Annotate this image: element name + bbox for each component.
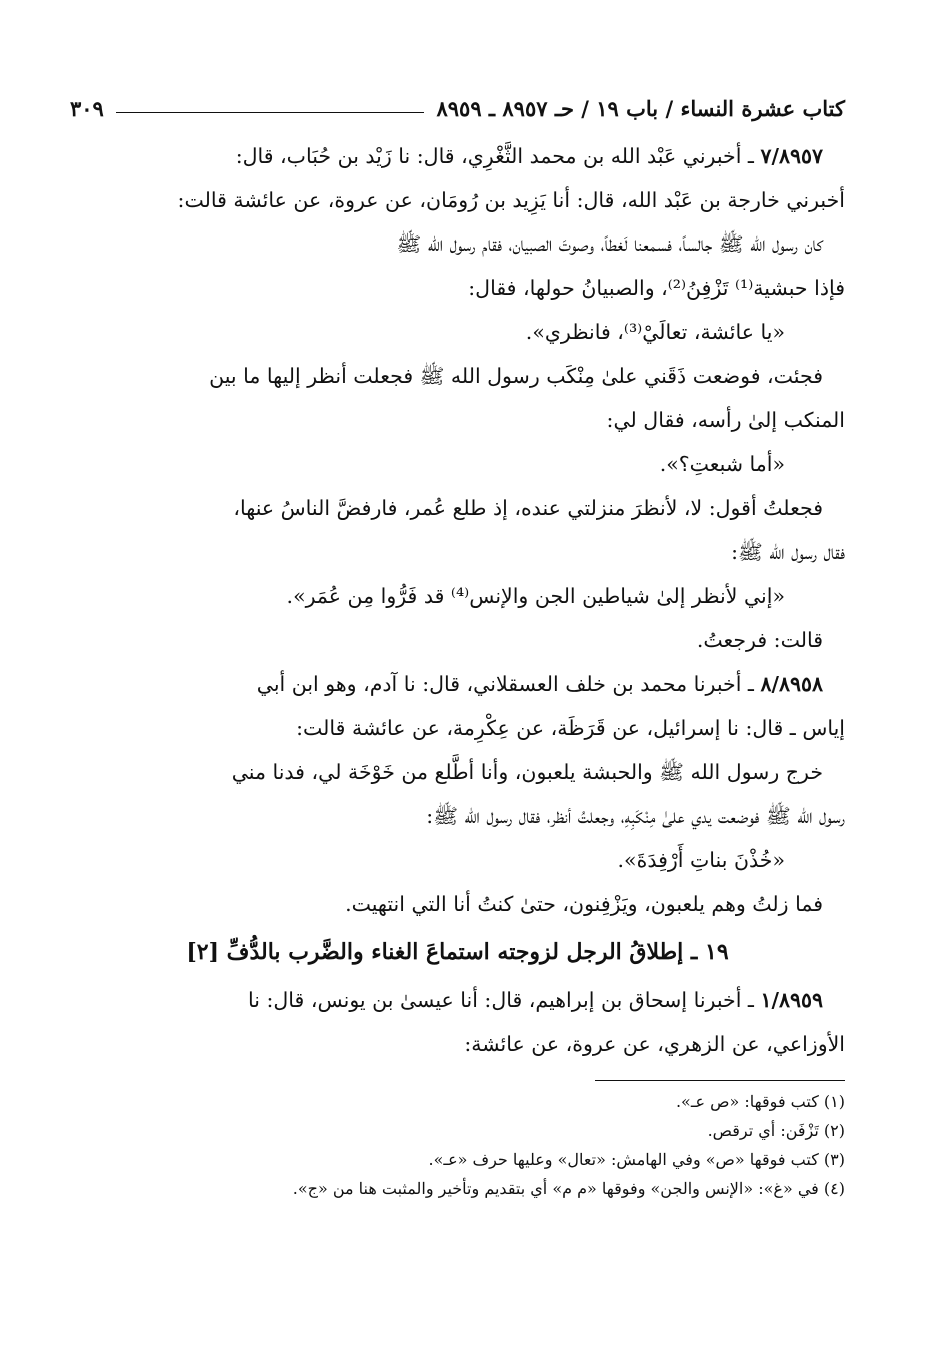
chapter-heading: ١٩ ـ إطلاقُ الرجل لزوجته استماعَ الغناء والضَّرب بالدُّفِّ [٢] (186, 939, 729, 965)
footnote: (٣) كتب فوقها «ص» وفي الهامش: «تعال» وعليها حرف «عـ». (428, 1150, 845, 1169)
matn-line: فما زلتُ وهم يلعبون، ويَزْفِنون، حتىٰ كنتُ أنا التي انتهيت. (345, 892, 823, 916)
isnad-text-2: أخبرني خارجة بن عَبْد الله، قال: أنا يَزِيد بن رُومَان، عن عروة، عن عائشة قالت: (177, 188, 845, 212)
running-title: كتاب عشرة النساء / باب ١٩ / حـ ٨٩٥٧ ـ ٨٩٥٩ (436, 95, 845, 121)
hadith-number: ١/٨٩٥٩ (760, 988, 823, 1012)
page-header (70, 90, 845, 126)
hadith-8958-chain (70, 662, 845, 706)
isnad-text-2: الأوزاعي، عن الزهري، عن عروة، عن عائشة: (464, 1032, 845, 1056)
hadith-number: ٨/٨٩٥٨ (760, 672, 823, 696)
isnad-text: ـ أخبرني عَبْد الله بن محمد الثَّغْرِي، قال: نا زَيْد بن حُبَاب، قال: (235, 144, 754, 168)
page-number: ٣٠٩ (70, 95, 104, 121)
matn-line: فقال رسول الله ﷺ: (731, 540, 845, 564)
isnad-text: ـ أخبرنا إسحاق بن إبراهيم، قال: أنا عيسىٰ بن يونس، قال: نا (248, 988, 754, 1012)
footnote: (١) كتب فوقها: «ص عـ». (675, 1092, 845, 1111)
matn-line: فجعلتُ أقول: لا، لأنظرَ منزلتي عنده، إذ طلع عُمر، فارفضَّ الناسُ عنها، (233, 496, 823, 520)
matn-line: المنكب إلىٰ رأسه، فقال لي: (606, 408, 845, 432)
footnotes (70, 1087, 845, 1203)
isnad-text: ـ أخبرنا محمد بن خلف العسقلاني، قال: نا آدم، وهو ابن أبي (256, 672, 754, 696)
matn-line: خرج رسول الله ﷺ والحبشة يلعبون، وأنا أطَّلع من خَوْخَة لي، فدنا مني (231, 760, 823, 784)
isnad-text-2: إياس ـ قال: نا إسرائيل، عن قَرَظَة، عن عِكْرِمة، عن عائشة قالت: (296, 716, 845, 740)
matn-line: كان رسول الله ﷺ جالساً، فسمعنا لَغطاً، وصوتَ الصبيان، فقام رسول الله ﷺ (396, 232, 823, 256)
prophet-quote: «أما شبعتِ؟». (659, 452, 785, 476)
book-page (70, 90, 845, 1203)
footnote-separator (595, 1080, 845, 1081)
matn-line: فجئت، فوضعت ذَقَني علىٰ مِنْكَب رسول الله ﷺ فجعلت أنظر إليها ما بين (209, 364, 823, 388)
prophet-quote: «إني لأنظر إلىٰ شياطين الجن والإنس⁽⁴⁾ قد فَرُّوا مِن عُمَر». (286, 584, 785, 608)
prophet-quote: «خُذْنَ بناتِ أَرْفِدَةَ». (617, 848, 785, 872)
matn-line: قالت: فرجعتُ. (696, 628, 823, 652)
footnote: (٢) تَزْفَن: أي ترقص. (707, 1121, 845, 1140)
hadith-8957-chain (70, 134, 845, 178)
page-body (70, 134, 845, 1066)
hadith-8959-chain (70, 978, 845, 1022)
matn-line: رسول الله ﷺ فوضعت يدي علىٰ مِنْكَبِهِ، وجعلتُ أنظر، فقال رسول الله ﷺ: (426, 804, 845, 828)
hadith-number: ٧/٨٩٥٧ (760, 144, 823, 168)
prophet-quote: «يا عائشة، تعالَيْ⁽³⁾، فانظري». (525, 320, 785, 344)
footnote: (٤) في «غ»: «الإنس والجن» وفوقها «م م» أي بتقديم وتأخير والمثبت هنا من «ج». (292, 1179, 845, 1198)
header-rule (116, 112, 425, 113)
matn-line: فإذا حبشية⁽¹⁾ تَزْفِنُ⁽²⁾، والصبيانُ حولها، فقال: (468, 276, 845, 300)
